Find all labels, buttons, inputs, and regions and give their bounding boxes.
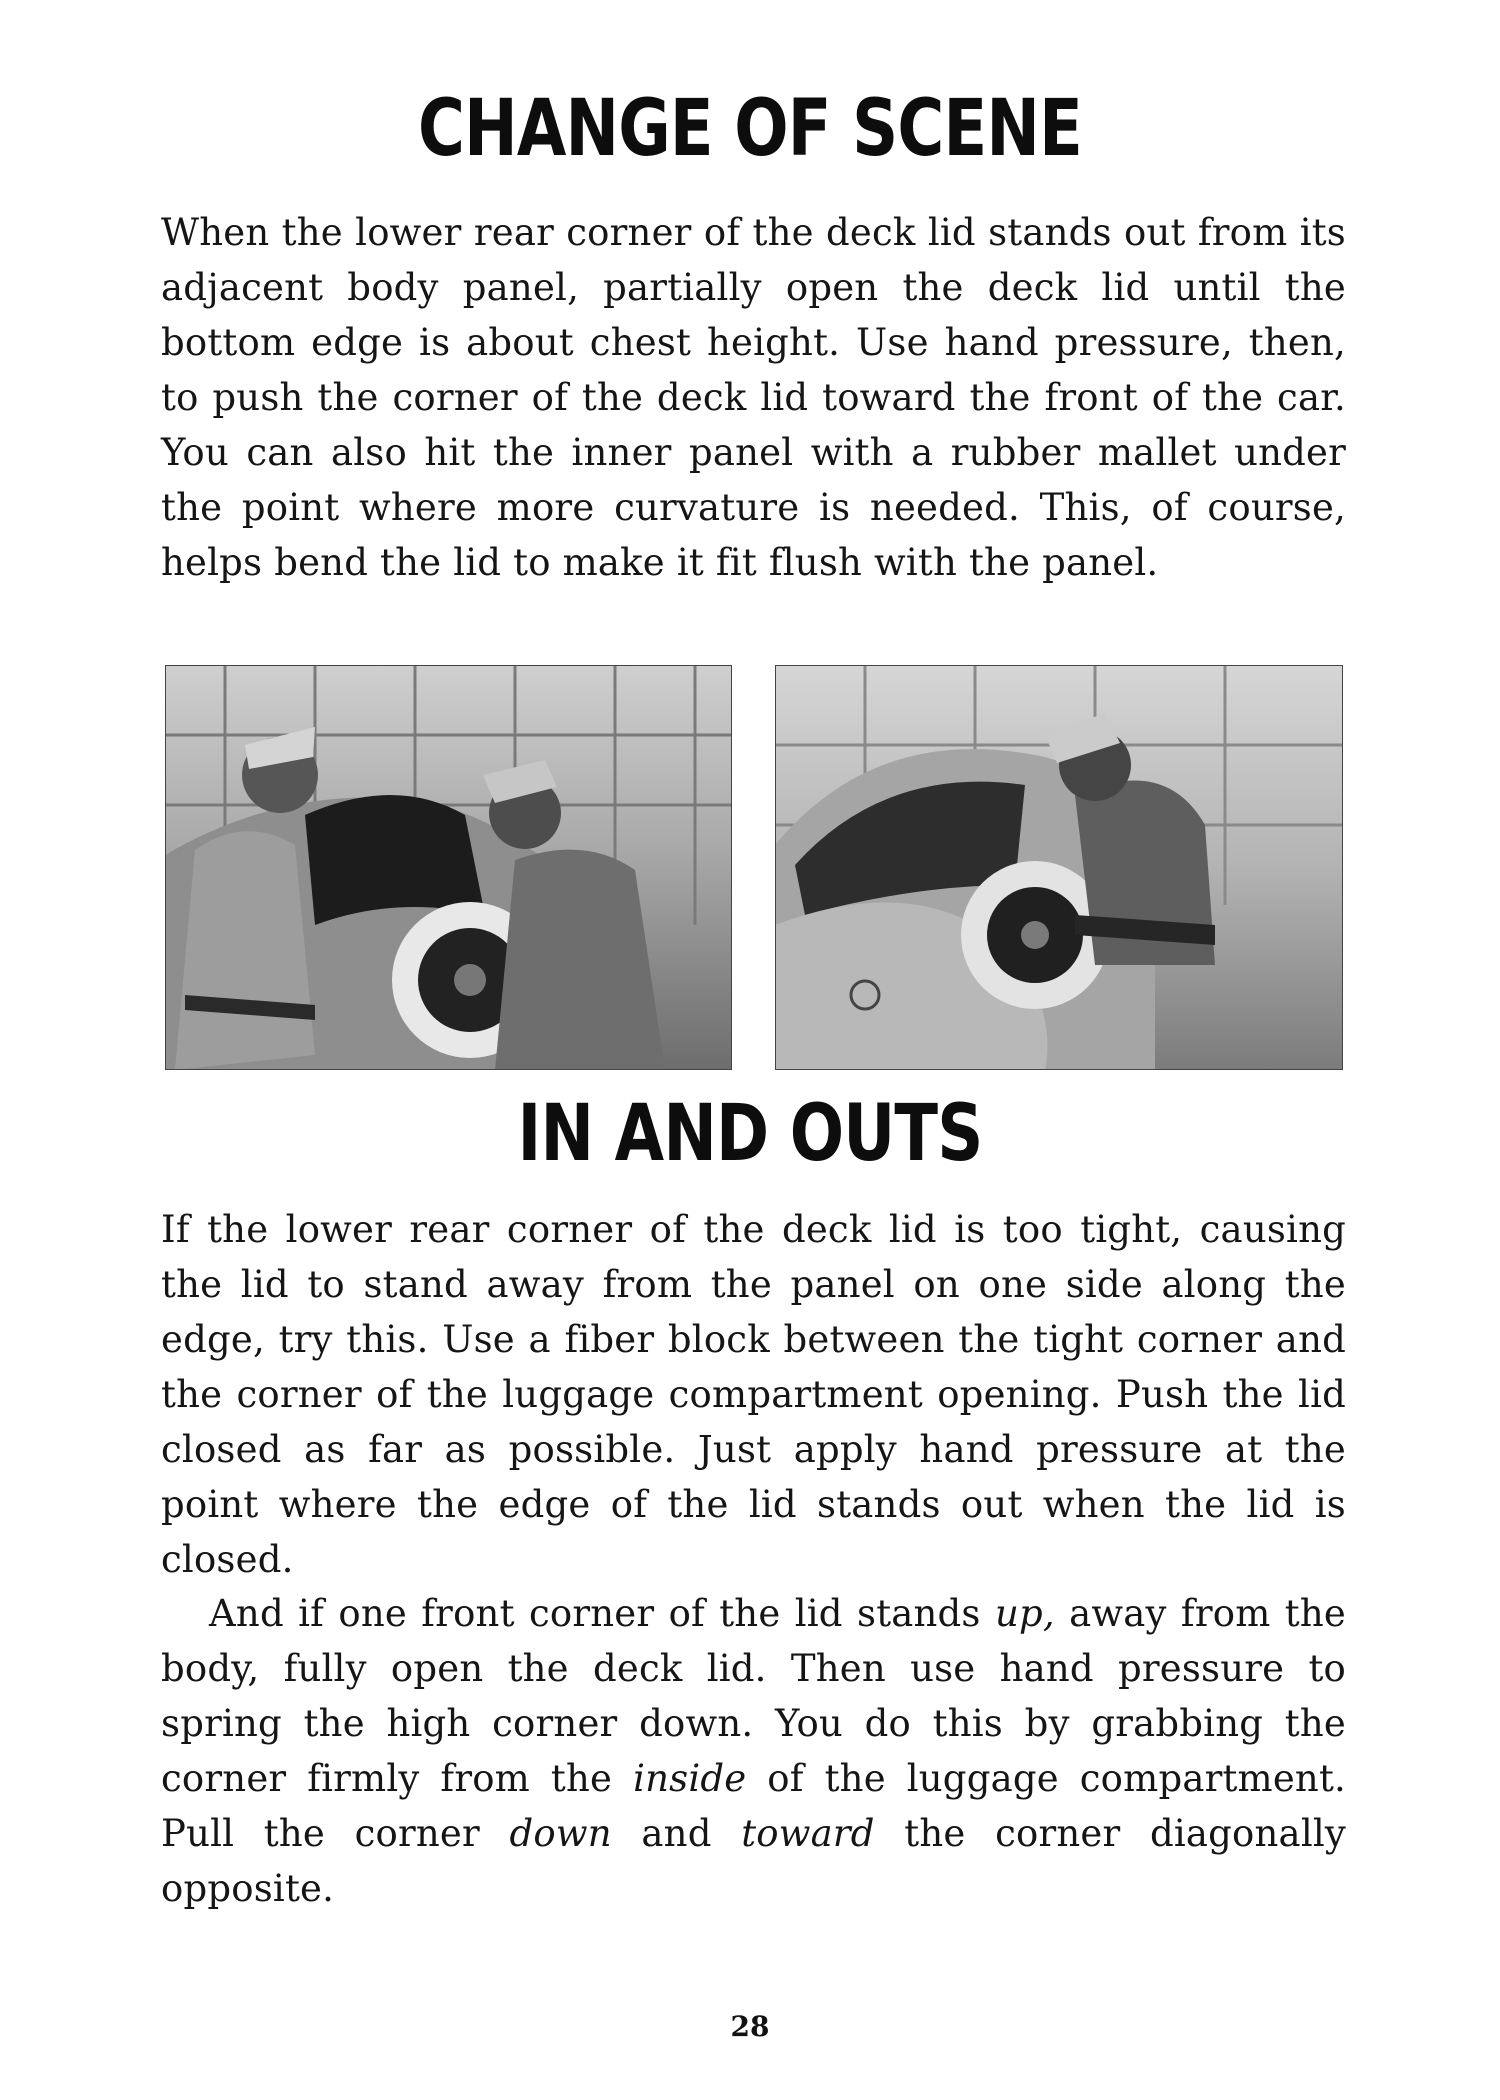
paragraph-change-of-scene: When the lower rear corner of the deck lid stands out from its adjacent body panel, partially open the deck lid until the bottom edge is about chest height. Use hand pressure, then, to push the corner of the deck lid toward the front of the car. You can also hit the inner panel with a rubber mallet under the point where more curvature is needed. This, of course, helps bend the lid to make it fit flush with the panel. [161, 211, 1346, 584]
two-mechanics-adjusting-deck-lid-photo [165, 665, 732, 1070]
section-title-in-and-outs: IN AND OUTS [517, 1089, 983, 1179]
italic-text-run: inside [633, 1757, 747, 1800]
text-run: away from the body, fully open the deck lid. Then use hand pressure to spring the high corner down. You do this by grabbing the corner firmly from the [161, 1592, 1346, 1800]
italic-text-run: up, [994, 1592, 1055, 1635]
paragraph-in-and-outs-1: If the lower rear corner of the deck lid is too tight, causing the lid to stand away from the panel on one side along the edge, try this. Use a fiber block between the tight corner and the corner of the luggage compartment opening. Push the lid closed as far as possible. Just apply hand pressure at the point where the edge of the lid stands out when the lid is closed. [161, 1208, 1346, 1581]
page-number: 28 [730, 2010, 770, 2043]
text-run: the corner diagonally opposite. [161, 1812, 1346, 1910]
text-run: and [611, 1812, 742, 1855]
paragraph-in-and-outs-2 [161, 1586, 1346, 1916]
section-title-change-of-scene: CHANGE OF SCENE [418, 84, 1082, 174]
text-run: of the luggage compartment. Pull the corner [161, 1757, 1346, 1855]
italic-text-run: down [509, 1812, 612, 1855]
text-run: And if one front corner of the lid stands [209, 1592, 995, 1635]
italic-text-run: toward [741, 1812, 875, 1855]
mechanic-pressing-deck-lid-corner-photo [775, 665, 1343, 1070]
